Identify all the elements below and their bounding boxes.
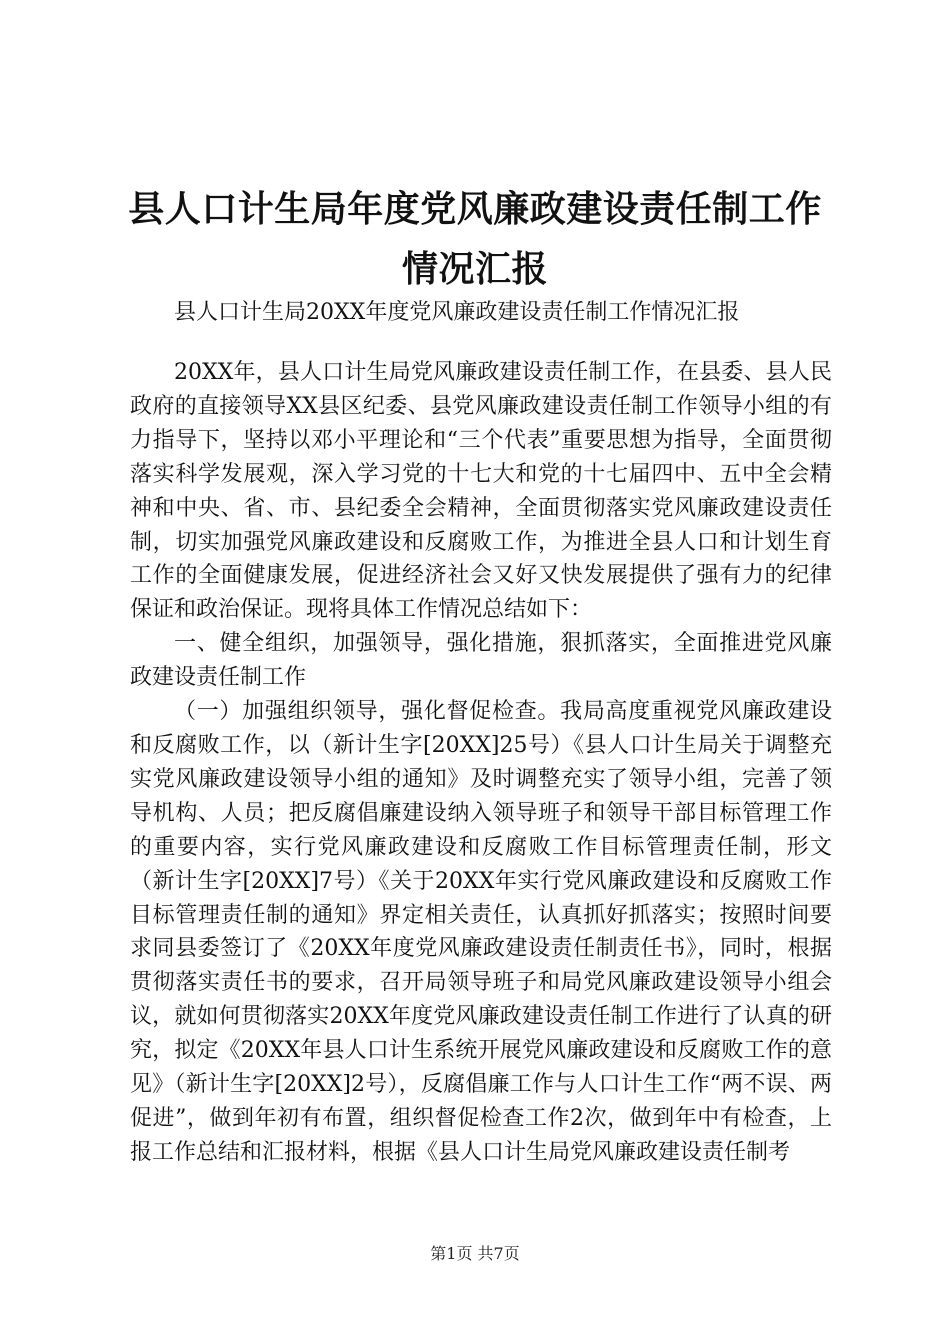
body-paragraph: 20XX年，县人口计生局党风廉政建设责任制工作，在县委、县人民政府的直接领导XX县区纪委、县党风廉政建设责任制工作领导小组的有力指导下，坚持以邓小平理论和“三个代表”重要思想为指导，全面贯彻落实科学发展观，深入学习党的十七大和党的十七届四中、五中全会精神和中央、省、市、县纪委全会精神，全面贯彻落实党风廉政建设责任制，切实加强党风廉政建设和反腐败工作，为推进全县人口和计划生育工作的全面健康发展，促进经济社会又好又快发展提供了强有力的纪律保证和政治保证。现将具体工作情况总结如下： [130, 360, 832, 623]
document-subtitle: 县人口计生局20XX年度党风廉政建设责任制工作情况汇报 [174, 300, 740, 325]
document-title: 县人口计生局年度党风廉政建设责任制工作情况汇报 [128, 189, 822, 290]
page-number-footer: 第1页 共7页 [430, 1244, 520, 1263]
section-heading: 一、健全组织，加强领导，强化措施，狠抓落实，全面推进党风廉政建设责任制工作 [130, 631, 832, 691]
document-body [130, 356, 832, 1170]
body-paragraph: （一）加强组织领导，强化督促检查。我局高度重视党风廉政建设和反腐败工作，以（新计生字[20XX]25号）《县人口计生局关于调整充实党风廉政建设领导小组的通知》及时调整充实了领导小组，完善了领导机构、人员；把反腐倡廉建设纳入领导班子和领导干部目标管理工作的重要内容，实行党风廉政建设和反腐败工作目标管理责任制，形文（新计生字[20XX]7号）《关于20XX年实行党风廉政建设和反腐败工作目标管理责任制的通知》界定相关责任，认真抓好抓落实；按照时间要求同县委签订了《20XX年度党风廉政建设责任制责任书》，同时，根据贯彻落实责任书的要求，召开局领导班子和局党风廉政建设领导小组会议，就如何贯彻落实20XX年度党风廉政建设责任制工作进行了认真的研究，拟定《20XX年县人口计生系统开展党风廉政建设和反腐败工作的意见》（新计生字[20XX]2号），反腐倡廉工作与人口计生工作“两不误、两促进”，做到年初有布置，组织督促检查工作2次，做到年中有检查，上报工作总结和汇报材料，根据《县人口计生局党风廉政建设责任制考 [130, 699, 832, 1165]
